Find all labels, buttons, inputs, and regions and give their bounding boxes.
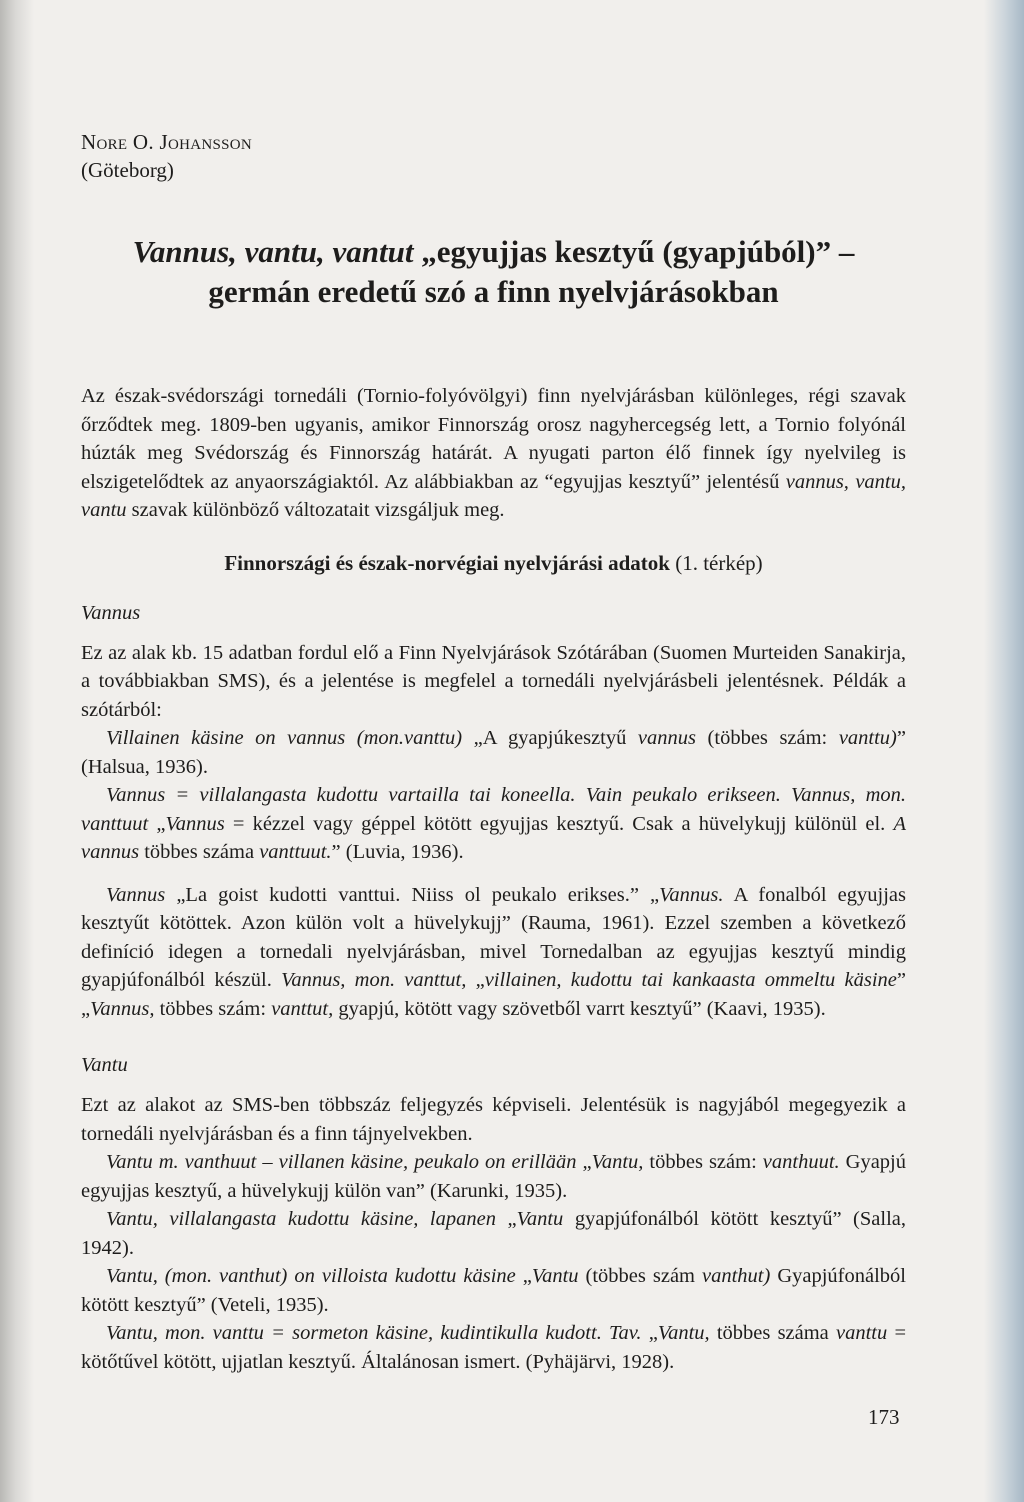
ex-italic: vanthut): [702, 1265, 771, 1287]
document-page: [81, 128, 906, 1376]
ex-text: A fonalból egyujjas kesztyűt kötöttek. Azon külön volt a hüvelykujj” (Rauma, 1961). Ezzel szemben a következő definíció idegen a tornedali nyelvjárásban, mivel Tornedalban az egyujjas kesztyű mindig gyapjúfonálból készül.: [81, 883, 906, 991]
ex-text: „A gyapjúkesztyű: [462, 727, 638, 749]
title-line-1: [81, 232, 906, 272]
ex-italic: vannus: [637, 727, 696, 749]
ex-italic: Vantu m. vanthuut – villanen käsine, peukalo on erillään: [106, 1151, 577, 1173]
ex-italic: vanttu: [836, 1322, 888, 1344]
vannus-paragraph-1: Ez az alak kb. 15 adatban fordul elő a Finn Nyelvjárások Szótárában (Suomen Murteiden Sanakirja, a továbbiakban SMS), és a jelentése is megfelel a tornedáli nyelvjárásbeli jelentésnek. Példák a szótárból:: [81, 641, 906, 721]
ex-text: többes száma: [139, 841, 260, 863]
subheading-vannus: Vannus: [81, 601, 141, 624]
vantu-paragraph-1: Ezt az alakot az SMS-ben többszáz feljegyzés képviseli. Jelentésük is nagyjából megegyezik a tornedáli nyelvjárásban és a finn tájnyelvekben.: [81, 1094, 906, 1145]
vantu-example-4: [81, 1319, 906, 1376]
ex-text: „: [148, 812, 166, 835]
page-edge-shadow-right: [984, 0, 1024, 1502]
ex-italic: Villainen käsine on vannus (mon.vanttu): [106, 727, 463, 749]
title-rest: „egyujjas kesztyű (gyapjúból)” –: [413, 234, 855, 269]
ex-italic: Vantu, (mon. vanthut) on villoista kudottu käsine: [106, 1265, 516, 1287]
intro-text-1: Az észak-svédországi tornedáli (Tornio-folyóvölgyi) finn nyelvjárásban különleges, régi szavak őrződtek meg. 1809-ben ugyanis, amikor Finnország orosz nagyhercegség lett, a Tornio folyónál húzták meg Svédország és Finnország határát. A nyugati parton élő finnek így nyelvileg is elszigetelődtek az anyaországiaktól. Az alábbiakban az “egyujjas kesztyű” jelentésű: [81, 385, 906, 493]
ex-text: gyapjúfonálból kötött kesztyű” (Salla, 1942).: [81, 1208, 906, 1259]
ex-text: ” „: [81, 969, 906, 1020]
ex-italic: villainen, kudottu tai kankaasta ommeltu käsine: [484, 969, 897, 991]
ex-italic: Vantu, mon. vanttu = sormeton käsine, kudintikulla kudott. Tav.: [106, 1322, 642, 1344]
vannus-example-3: [81, 881, 906, 1024]
ex-text: többes száma: [709, 1322, 836, 1344]
ex-text: = kötőtűvel kötött, ujjatlan kesztyű. Általánosan ismert. (Pyhäjärvi, 1928).: [81, 1322, 907, 1373]
ex-italic: Vantu,: [591, 1151, 644, 1173]
ex-text: (többes szám: [578, 1265, 702, 1287]
ex-italic: Vannus,: [90, 997, 155, 1020]
ex-italic: A vannus: [81, 812, 906, 863]
ex-italic: Vannus = villalangasta kudottu vartailla tai koneella. Vain peukalo erikseen. Vannus, mon. vanttuut: [81, 784, 906, 835]
author-name: Nore O. Johansson: [81, 130, 253, 154]
ex-text: többes szám:: [154, 997, 272, 1020]
ex-italic: Vannus.: [659, 883, 724, 906]
ex-text: „La goist kudotti vanttui. Niiss ol peukalo erikses.” „: [165, 883, 660, 906]
ex-text: többes szám:: [643, 1151, 763, 1173]
ex-text: (többes szám:: [696, 727, 839, 749]
intro-paragraph: [81, 382, 906, 525]
ex-text: „: [641, 1322, 658, 1344]
ex-text: „: [515, 1265, 532, 1287]
ex-italic: Vannus, mon. vanttut,: [281, 969, 467, 991]
ex-text: Gyapjúfonálból kötött kesztyű” (Veteli, 1935).: [81, 1265, 906, 1316]
ex-italic: Vantu,: [657, 1322, 710, 1344]
intro-text-2: szavak különböző változatait vizsgáljuk meg.: [126, 499, 505, 521]
ex-italic: Vantu, villalangasta kudottu käsine, lapanen: [106, 1208, 496, 1230]
ex-text: „: [495, 1208, 517, 1230]
author-affiliation: (Göteborg): [81, 158, 174, 182]
vantu-example-3: [81, 1262, 906, 1319]
article-title: [81, 232, 906, 312]
title-line-2: germán eredetű szó a finn nyelvjárásokban: [208, 274, 779, 309]
ex-italic: vanttut,: [271, 997, 334, 1020]
ex-text: ” (Halsua, 1936).: [81, 727, 906, 778]
section-heading-bold: Finnországi és észak-norvégiai nyelvjárási adatok: [224, 550, 670, 575]
ex-italic: Vantu: [516, 1208, 564, 1230]
page-edge-shadow-left: [0, 0, 34, 1502]
vantu-example-2: [81, 1205, 906, 1262]
vannus-example-1: [81, 724, 906, 781]
ex-italic: Vannus: [165, 812, 225, 835]
ex-text: Gyapjú egyujjas kesztyű, a hüvelykujj külön van” (Karunki, 1935).: [81, 1151, 907, 1202]
ex-text: ” (Luvia, 1936).: [331, 841, 464, 863]
ex-text: „: [466, 969, 485, 991]
section-heading-map-ref: (1. térkép): [669, 550, 763, 575]
subheading-vantu: Vantu: [81, 1054, 128, 1076]
page-number: 173: [868, 1405, 900, 1429]
ex-italic: vanttu): [838, 727, 897, 749]
ex-text: „: [576, 1151, 592, 1173]
ex-text: = kézzel vagy géppel kötött egyujjas kesztyű. Csak a hüvelykujj különül el.: [224, 812, 894, 835]
ex-italic: vanttuut.: [259, 841, 332, 863]
vantu-example-1: [81, 1148, 906, 1205]
vannus-example-2: [81, 781, 906, 867]
section-heading: [81, 549, 906, 577]
intro-italic-words: vannus, vantu, vantu: [81, 470, 907, 521]
ex-italic: Vannus: [106, 883, 166, 906]
title-italic: Vannus, vantu, vantut: [132, 234, 414, 269]
ex-text: gyapjú, kötött vagy szövetből varrt kesztyű” (Kaavi, 1935).: [333, 997, 826, 1020]
ex-italic: vanthuut.: [762, 1151, 840, 1173]
ex-italic: Vantu: [531, 1265, 579, 1287]
